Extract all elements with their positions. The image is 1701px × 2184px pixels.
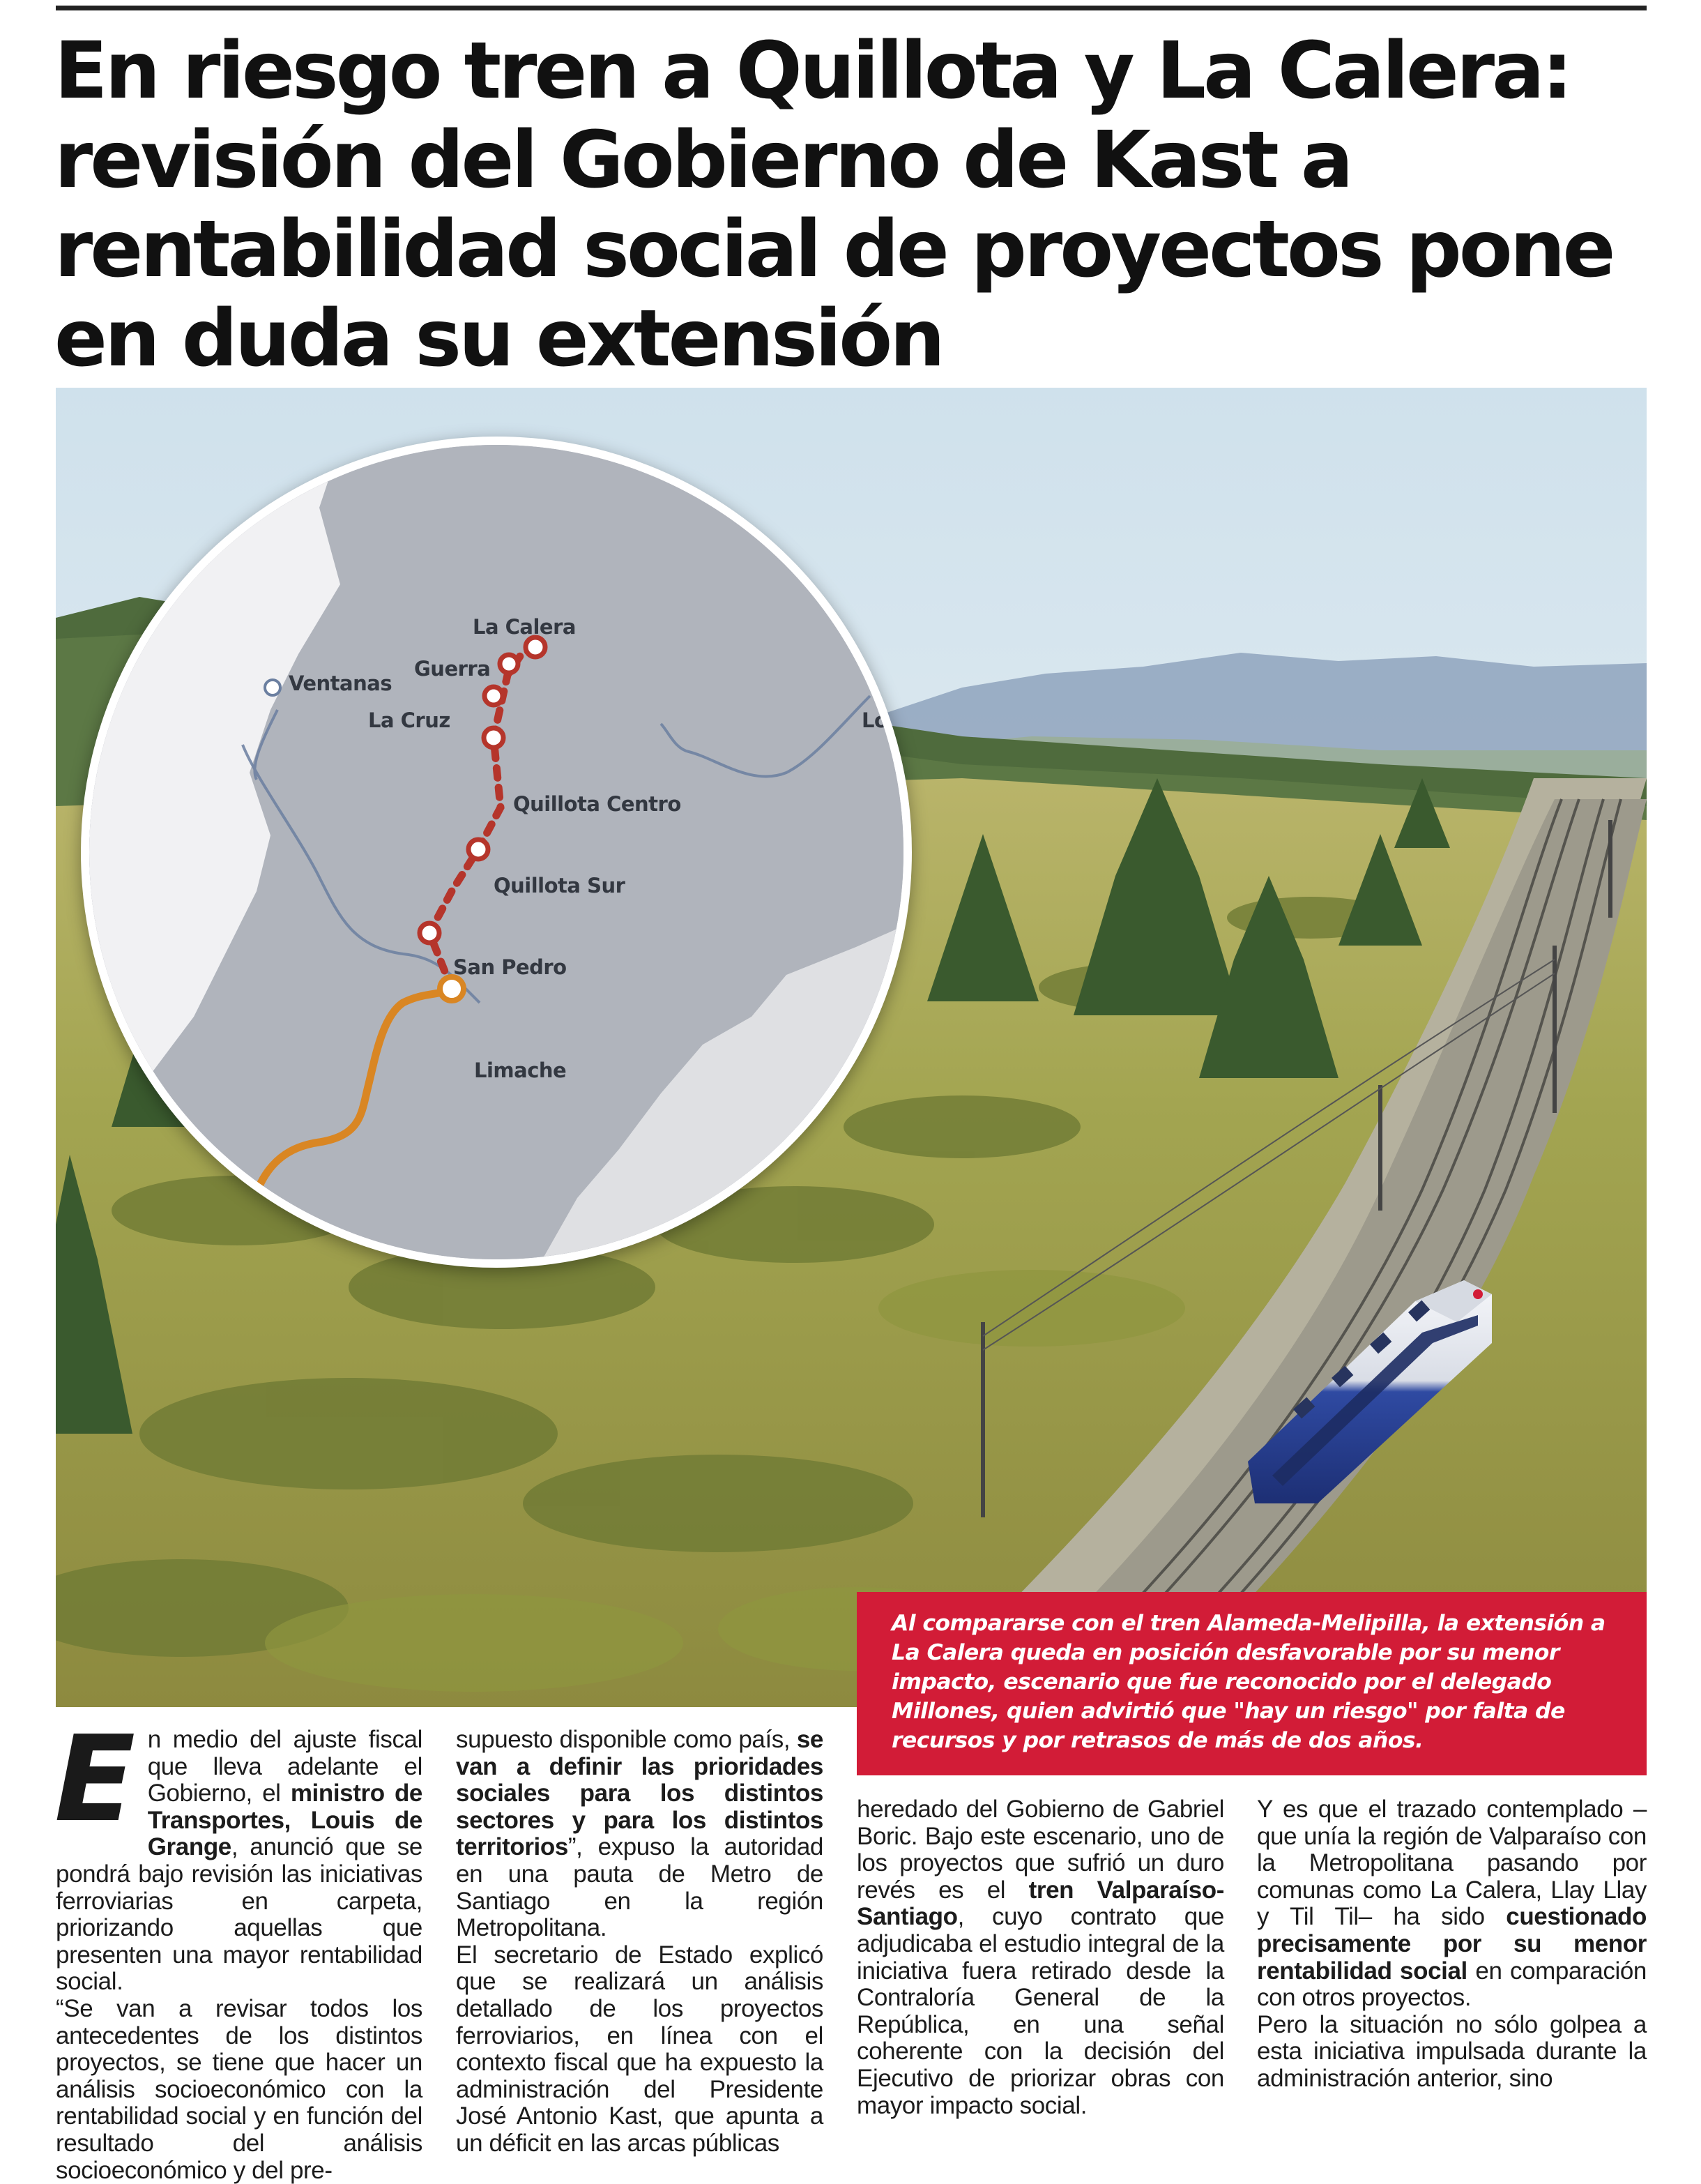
headline-line: en duda su extensión	[54, 294, 943, 384]
station-san-pedro-marker	[420, 923, 439, 943]
article-text: , cuyo contrato que adjudicaba el estudio integral de la iniciativa fuera retirado desde la Contraloría General de la República, en una señal coherente con la decisión del Ejecutivo de priorizar obras con mayor impacto social.	[857, 1903, 1224, 2119]
station-la-calera-marker	[526, 637, 545, 657]
headline-line: En riesgo tren a Quillota y La Calera:	[54, 26, 1571, 116]
article-bold-text: cuestionado precisamente por su menor rentabilidad social	[1257, 1903, 1647, 1985]
station-la-cruz-marker	[485, 687, 503, 705]
drop-cap: E	[54, 1711, 135, 1849]
station-label: Guerra	[414, 657, 491, 681]
article-text: heredado del Gobierno de Gabriel Boric. Bajo este escenario, uno de los proyectos que sufrió un duro revés es el	[857, 1796, 1224, 1904]
article-text: , anunció que se pondrá bajo revisión las iniciativas ferroviarias en carpeta, priorizando aquellas que presenten una mayor rentabilidad social.	[56, 1833, 422, 1996]
station-label: La Calera	[473, 615, 576, 639]
station-label: Limache	[474, 1059, 567, 1082]
article-text: n medio del ajuste fiscal que lleva adelante el Gobierno, el	[147, 1726, 422, 1807]
station-label: Los	[862, 708, 900, 732]
article-paragraph: El secretario de Estado explicó que se realizará un análisis detallado de los proyectos ferroviarios, en línea con el contexto fiscal que ha expuesto la administración del Presidente José Antonio Kast, que apunta a un déficit en las arcas públicas	[456, 1941, 823, 2157]
article-text: ”, expuso la autoridad en una pauta de Metro de Santiago en la región Metropolitana.	[456, 1833, 823, 1942]
station-label: Quillota Centro	[513, 792, 681, 816]
station-guerra-marker	[500, 655, 518, 673]
station-quillota-sur-marker	[468, 840, 488, 859]
station-limache-marker	[440, 977, 464, 1001]
route-map	[81, 437, 912, 1268]
article-bold-text: se van a definir las prioridades sociales para los distintos sectores y para los distintos territorios	[456, 1726, 823, 1861]
train-photo	[56, 388, 1647, 1707]
article-paragraph: Pero la situación no sólo golpea a esta iniciativa impulsada durante la administración anterior, sino	[1257, 2010, 1647, 2092]
article-paragraph: “Se van a revisar todos los antecedentes de los distintos proyectos, se tiene que hacer un análisis socioeconómico con la rentabilidad social y en función del resultado del análisis socioeconómico y del pre-	[56, 1994, 422, 2184]
article-bold-text: tren Valparaíso-Santiago	[857, 1876, 1224, 1931]
article-column-1	[54, 1711, 422, 2184]
headline-line: rentabilidad social de proyectos pone	[54, 204, 1613, 295]
station-label: Ventanas	[289, 672, 392, 695]
article-column-2	[456, 1727, 823, 2158]
article-text: en comparación con otros proyectos.	[1257, 1957, 1647, 2012]
station-ventanas-marker	[265, 680, 280, 695]
article-column-4	[1257, 1796, 1647, 2093]
map-graphic	[89, 445, 903, 1259]
article-text: Y es que el trazado contemplado –que unía la región de Valparaíso con la Metropolitana pasando por comunas como La Calera, Llay Llay y Til Til– ha sido	[1257, 1796, 1647, 1931]
station-label: Quillota Sur	[494, 874, 625, 897]
photo-caption: Al compararse con el tren Alameda-Melipilla, la extensión a La Calera queda en posición desfavorable por su menor impacto, escenario que fue reconocido por el delegado Millones, quien advirtió que "hay un riesgo" por falta de recursos y por retrasos de más de dos años.	[857, 1592, 1647, 1775]
article-bold-text: ministro de Transportes, Louis de Grange	[147, 1780, 422, 1861]
station-label: San Pedro	[453, 955, 567, 979]
headline	[54, 26, 1658, 384]
headline-line: revisión del Gobierno de Kast a	[54, 115, 1351, 206]
article-column-3	[857, 1796, 1224, 2119]
station-quillota-centro-marker	[484, 728, 503, 748]
station-label: La Cruz	[368, 708, 450, 732]
top-rule	[56, 6, 1647, 10]
article-text: supuesto disponible como país,	[456, 1726, 797, 1753]
